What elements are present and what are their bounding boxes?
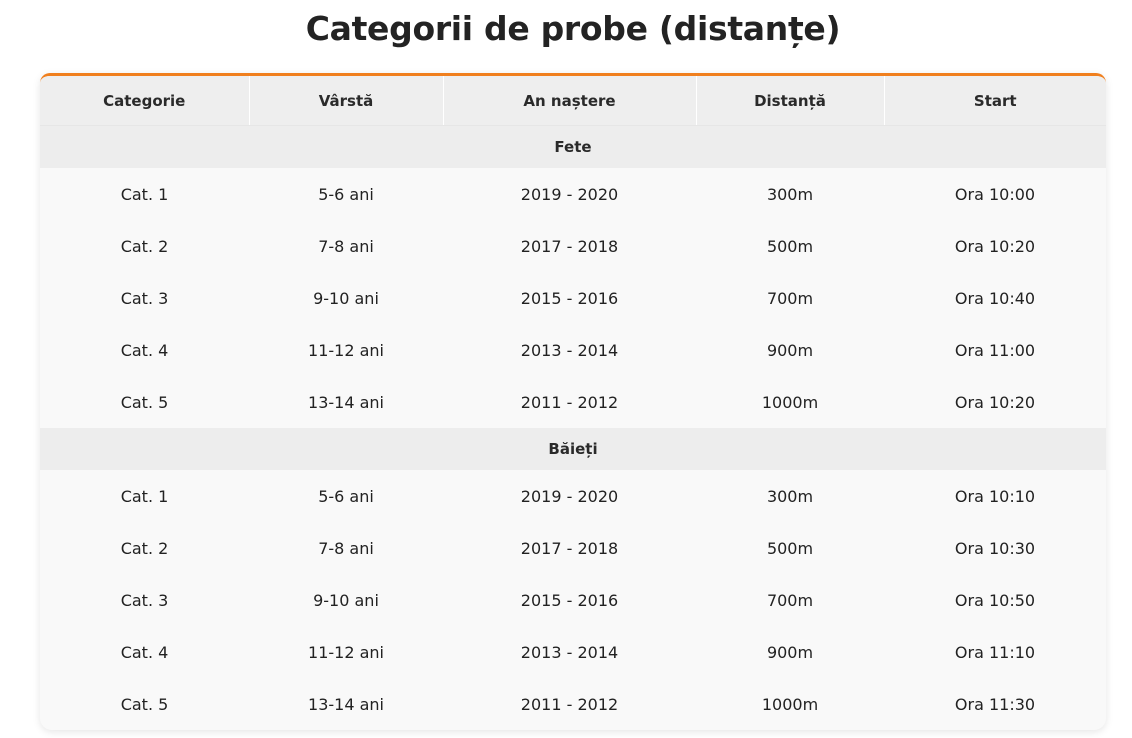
- table-row: [40, 168, 1106, 220]
- cell-start: Ora 10:50: [884, 574, 1106, 626]
- cell-varsta: 5-6 ani: [249, 168, 443, 220]
- table-row: [40, 324, 1106, 376]
- cell-varsta: 7-8 ani: [249, 220, 443, 272]
- cell-an-nastere: 2019 - 2020: [443, 470, 696, 522]
- cell-distanta: 1000m: [696, 678, 884, 730]
- cell-start: Ora 10:20: [884, 220, 1106, 272]
- cell-categorie: Cat. 4: [40, 626, 249, 678]
- group-row-baieti: [40, 428, 1106, 470]
- cell-categorie: Cat. 3: [40, 272, 249, 324]
- cell-an-nastere: 2013 - 2014: [443, 324, 696, 376]
- cell-categorie: Cat. 2: [40, 522, 249, 574]
- cell-distanta: 900m: [696, 324, 884, 376]
- cell-start: Ora 11:10: [884, 626, 1106, 678]
- cell-categorie: Cat. 2: [40, 220, 249, 272]
- table-header-row: [40, 76, 1106, 126]
- cell-distanta: 900m: [696, 626, 884, 678]
- cell-distanta: 700m: [696, 272, 884, 324]
- categories-table: [40, 76, 1106, 730]
- table-row: [40, 574, 1106, 626]
- cell-start: Ora 10:40: [884, 272, 1106, 324]
- cell-varsta: 5-6 ani: [249, 470, 443, 522]
- group-label: Fete: [40, 126, 1106, 169]
- cell-start: Ora 11:30: [884, 678, 1106, 730]
- table-row: [40, 272, 1106, 324]
- group-label: Băieți: [40, 428, 1106, 470]
- cell-distanta: 300m: [696, 168, 884, 220]
- cell-start: Ora 10:20: [884, 376, 1106, 428]
- cell-distanta: 700m: [696, 574, 884, 626]
- cell-start: Ora 11:00: [884, 324, 1106, 376]
- column-header-an-nastere: An naștere: [443, 76, 696, 126]
- cell-categorie: Cat. 5: [40, 376, 249, 428]
- cell-an-nastere: 2017 - 2018: [443, 522, 696, 574]
- cell-varsta: 13-14 ani: [249, 678, 443, 730]
- cell-categorie: Cat. 1: [40, 470, 249, 522]
- cell-distanta: 300m: [696, 470, 884, 522]
- cell-start: Ora 10:00: [884, 168, 1106, 220]
- page-title: Categorii de probe (distanțe): [305, 9, 841, 48]
- column-header-categorie: Categorie: [40, 76, 249, 126]
- cell-categorie: Cat. 5: [40, 678, 249, 730]
- table-row: [40, 522, 1106, 574]
- cell-categorie: Cat. 1: [40, 168, 249, 220]
- table-row: [40, 470, 1106, 522]
- group-row-fete: [40, 126, 1106, 169]
- cell-start: Ora 10:10: [884, 470, 1106, 522]
- cell-varsta: 11-12 ani: [249, 626, 443, 678]
- cell-varsta: 9-10 ani: [249, 272, 443, 324]
- cell-an-nastere: 2017 - 2018: [443, 220, 696, 272]
- cell-distanta: 500m: [696, 522, 884, 574]
- column-header-distanta: Distanță: [696, 76, 884, 126]
- column-header-start: Start: [884, 76, 1106, 126]
- cell-an-nastere: 2013 - 2014: [443, 626, 696, 678]
- cell-varsta: 7-8 ani: [249, 522, 443, 574]
- cell-an-nastere: 2011 - 2012: [443, 376, 696, 428]
- table-row: [40, 220, 1106, 272]
- cell-an-nastere: 2015 - 2016: [443, 574, 696, 626]
- cell-an-nastere: 2011 - 2012: [443, 678, 696, 730]
- cell-categorie: Cat. 3: [40, 574, 249, 626]
- cell-categorie: Cat. 4: [40, 324, 249, 376]
- table-row: [40, 678, 1106, 730]
- categories-table-card: [40, 73, 1106, 730]
- cell-an-nastere: 2019 - 2020: [443, 168, 696, 220]
- table-row: [40, 626, 1106, 678]
- cell-start: Ora 10:30: [884, 522, 1106, 574]
- cell-varsta: 11-12 ani: [249, 324, 443, 376]
- cell-distanta: 1000m: [696, 376, 884, 428]
- cell-varsta: 13-14 ani: [249, 376, 443, 428]
- column-header-varsta: Vârstă: [249, 76, 443, 126]
- cell-distanta: 500m: [696, 220, 884, 272]
- cell-varsta: 9-10 ani: [249, 574, 443, 626]
- cell-an-nastere: 2015 - 2016: [443, 272, 696, 324]
- table-row: [40, 376, 1106, 428]
